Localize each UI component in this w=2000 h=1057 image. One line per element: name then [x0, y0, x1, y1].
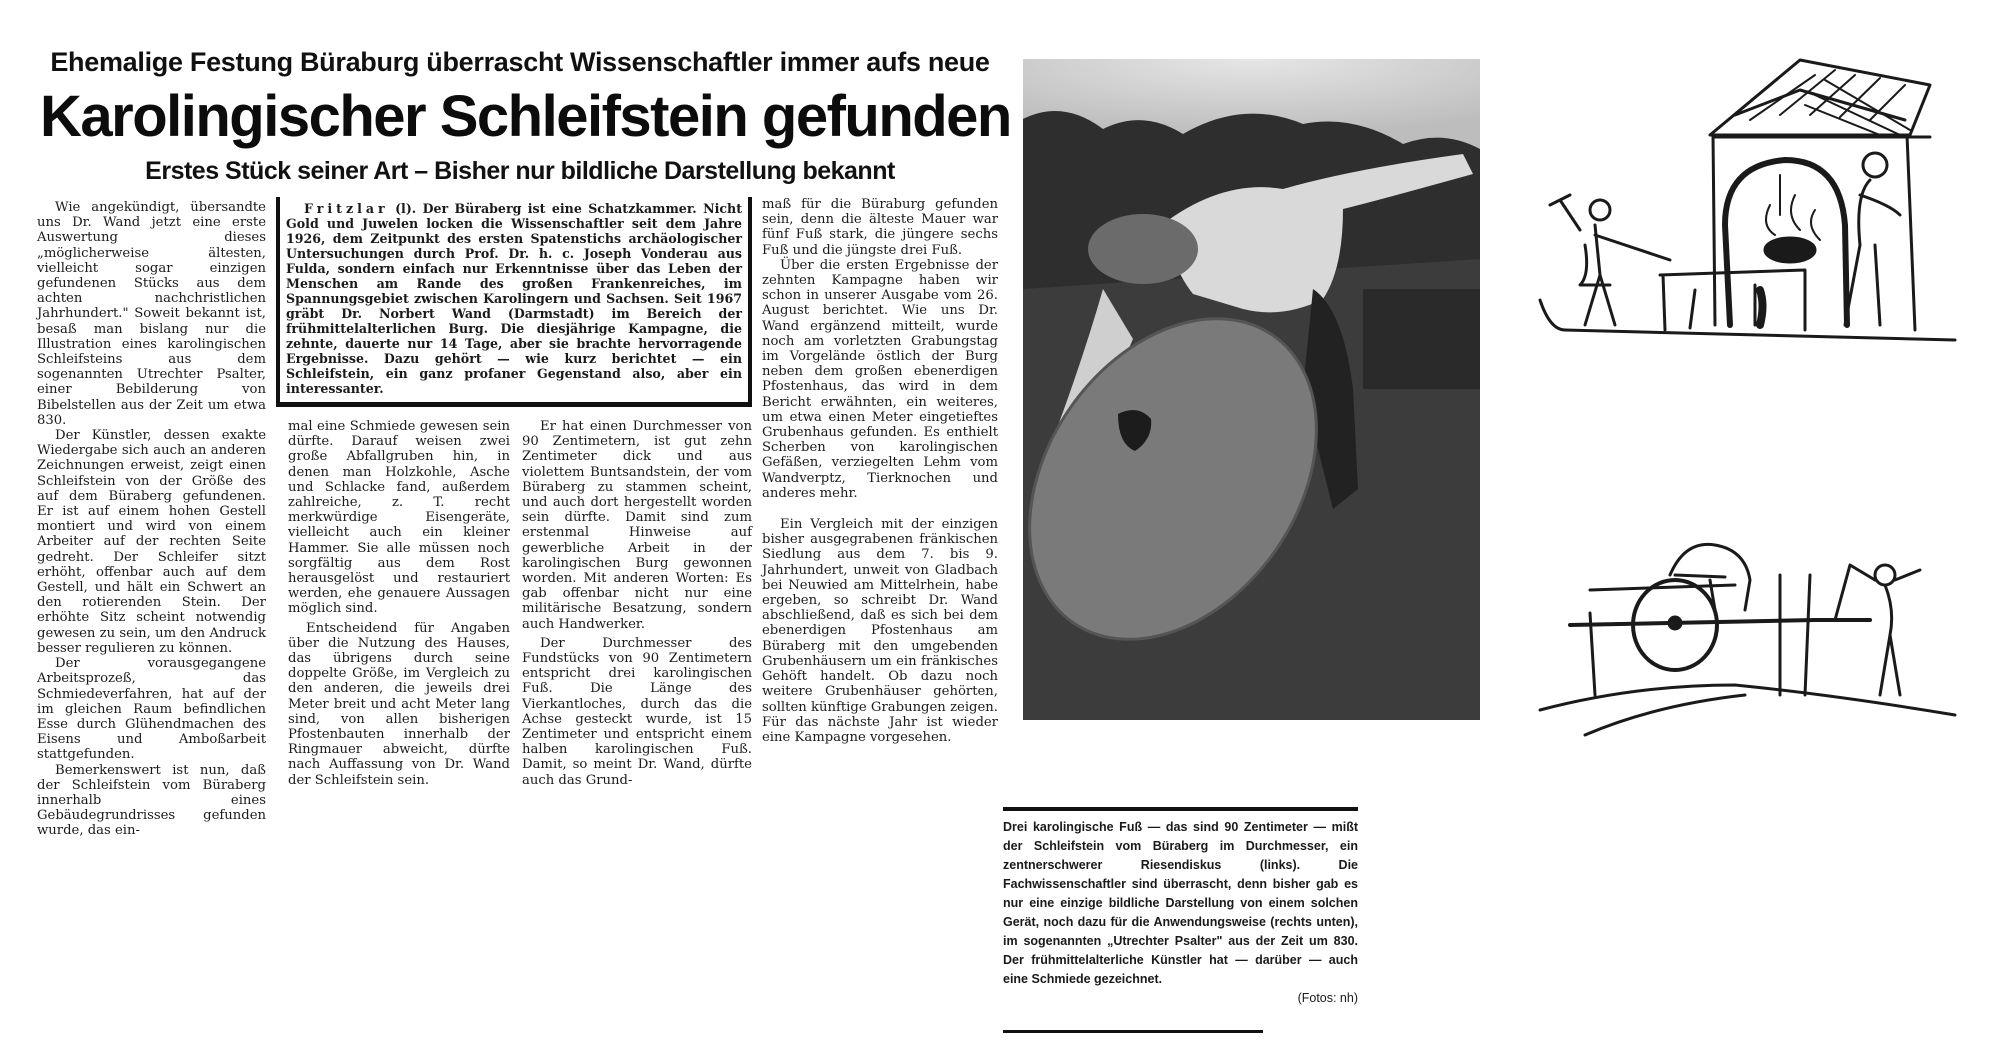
flames	[1766, 175, 1820, 240]
helper-figure	[1845, 180, 1900, 325]
smithy-ground	[1540, 300, 1955, 340]
paragraph: Bemerkenswert ist nun, daß der Schleifstein vom Büraberg innerhalb eines Gebäudegrundrisses gefunden wurde, das ein-	[37, 762, 266, 839]
text-column-3	[522, 419, 752, 788]
fire	[1765, 238, 1815, 262]
smith-head	[1590, 200, 1610, 220]
turner-head	[1875, 565, 1895, 585]
photo-image	[1023, 59, 1480, 720]
paragraph: maß für die Büraburg gefunden sein, denn die älteste Mauer war fünf Fuß stark, die jüngere sechs Fuß und die jüngste drei Fuß.	[762, 197, 998, 258]
caption-top-rule	[1003, 807, 1358, 811]
photo-credit: (Fotos: nh)	[1297, 991, 1358, 1005]
paragraph: Ein Vergleich mit der einzigen bisher ausgegrabenen fränkischen Siedlung aus dem 7. bis 9. Jahrhundert, unweit von Gladbach bei Neuwied am Mittelrhein, habe ergeben, so schreibt Dr. Wand abschließend, daß es sich bei dem ebenerdigen Pfostenhaus am Büraberg mit den umgebenden Grubenhäusern um ein fränkisches Gehöft handelt. Ob dazu noch weitere Grubenhäuser gehörten, sollten künftige Grabungen zeigen. Für das nächste Jahr ist wieder eine Kampagne vorgesehen.	[762, 517, 998, 745]
grindstone-photo	[1023, 59, 1480, 720]
turner-figure	[1835, 565, 1920, 695]
paragraph: Über die ersten Ergebnisse der zehnten Kampagne haben wir schon in unserer Ausgabe vom 26. August berichtet. Wie uns Dr. Wand ergänzend mitteilt, wurde noch am vorletzten Grabungstag im Vorgelände östlich der Burg neben dem großen ebenerdigen Pfostenhaus, das wird in dem Bericht erwähnten, ein weiteres, um etwa einen Meter eingetieftes Grubenhaus gefunden. Es enthielt Scherben von karolingischen Gefäßen, verziegelten Lehm vom Wandverptz, Tierknochen und anderes mehr.	[762, 257, 998, 501]
photo-caption	[1003, 818, 1358, 1008]
paragraph: Er hat einen Durchmesser von 90 Zentimetern, ist gut zehn Zentimeter dick und aus violettem Buntsandstein, der vom Büraberg zu stammen scheint, und auch dort hergestellt worden sein dürfte. Damit sind zum erstenmal Hinweise auf gewerbliche Arbeit in der karolingischen Burg gewonnen worden. Mit anderen Worten: Es gab offenbar nicht nur eine militärische Besatzung, sondern auch Handwerker.	[522, 419, 752, 632]
helper-head	[1863, 153, 1887, 177]
posts	[1590, 575, 1810, 695]
text-column-1	[37, 200, 266, 839]
psalter-drawings	[1535, 45, 1995, 975]
article-headline: Karolingischer Schleifstein gefunden	[40, 84, 1011, 149]
smithy-drawing	[1540, 60, 1955, 340]
grindstone-ground	[1540, 685, 1955, 735]
lead-text: (l). Der Büraberg ist eine Schatzkammer. Nicht Gold und Juwelen locken die Wissenschaftler seit dem Jahre 1926, dem Zeitpunkt des ersten Spatenstichs archäologischer Untersuchungen durch Prof. Dr. h. c. Joseph Vonderau aus Fulda, sondern einfach nur Erkenntnisse über das Leben der Menschen am Rande des großen Frankenreiches, im Spannungsgebiet zwischen Karolingern und Sachsen. Seit 1967 gräbt Dr. Norbert Wand (Darmstadt) im Bereich der frühmittelalterlichen Burg. Die diesjährige Kampagne, die zehnte, dauerte nur 14 Tage, aber sie brachte hervorragende Ergebnisse. Dazu gehört — wie kurz berichtet — ein Schleifstein, ein ganz profaner Gegenstand also, aber ein interessanter.	[286, 201, 743, 396]
sword	[1590, 585, 1735, 590]
grindstone-drawing	[1540, 544, 1955, 735]
article-subhead: Erstes Stück seiner Art – Bisher nur bildliche Darstellung bekannt	[145, 157, 895, 185]
middle-block	[276, 197, 752, 788]
paragraph: Der Künstler, dessen exakte Wiedergabe sich auch an anderen Zeichnungen erweist, zeigt einen Schleifstein von der Größe des auf dem Büraberg gefundenen. Er ist auf einem hohen Gestell montiert und wird von einem Arbeiter auf der rechten Seite gedreht. Der Schleifer sitzt erhöht, offenbar auch auf dem Gestell, und hält ein Schwert an den rotierenden Stein. Der erhöhte Sitz scheint notwendig gewesen zu sein, um den Andruck besser regulieren zu können.	[37, 428, 266, 656]
paragraph: mal eine Schmiede gewesen sein dürfte. Darauf weisen zwei große Abfallgruben hin, in denen man Holzkohle, Asche und Schlacke fand, außerdem zahlreiche, z. T. recht merkwürdige Eisengeräte, vielleicht auch ein kleiner Hammer. Sie alle müssen noch sorgfältig aus dem Rost herausgelöst und restauriert werden, ehe genauere Aussagen möglich sind.	[288, 419, 510, 617]
walls	[1713, 135, 1930, 330]
beam	[1570, 620, 1870, 625]
caption-text: Drei karolingische Fuß — das sind 90 Zentimeter — mißt der Schleifstein vom Büraberg im Durchmesser, ein zentnerschwerer Riesendiskus (links). Die Fachwissenschaftler sind überrascht, denn bisher gab es nur eine einzige bildliche Darstellung von einem solchen Gerät, noch dazu für die Anwendungsweise (rechts unten), im sogenannten „Utrechter Psalter" aus der Zeit um 830. Der frühmittelalterliche Künstler hat — darüber — auch eine Schmiede gezeichnet.	[1003, 820, 1358, 986]
lead-paragraph	[286, 201, 742, 396]
paragraph: Entscheidend für Angaben über die Nutzung des Hauses, das übrigens durch seine doppelte Größe, im Vergleich zu den anderen, die jeweils drei Meter breit und acht Meter lang sind, von allen bisherigen Pfostenbauten innerhalb der Ringmauer abweicht, dürfte nach Auffassung von Dr. Wand der Schleifstein sein.	[288, 620, 510, 788]
article-kicker: Ehemalige Festung Büraburg überrascht Wissenschaftler immer aufs neue	[50, 47, 990, 77]
text-column-4	[762, 197, 998, 745]
trench	[1363, 289, 1480, 389]
paragraph: Wie angekündigt, übersandte uns Dr. Wand jetzt eine erste Auswertung dieses „möglicherweise ältesten, vielleicht sogar einzigen gefundenen Stücks aus dem achten nachchristlichen Jahrhundert." Soweit bekannt ist, besaß man bislang nur die Illustration eines karolingischen Schleifsteins aus dem sogenannten Utrechter Psalter, einer Bebilderung von Bibelstellen aus der Zeit um etwa 830.	[37, 200, 266, 428]
dateline: Fritzlar	[304, 201, 389, 216]
caption-bottom-rule	[1003, 1030, 1263, 1033]
axle	[1669, 617, 1681, 629]
head	[1088, 214, 1198, 284]
paragraph: Der Durchmesser des Fundstücks von 90 Zentimetern entspricht drei karolingischen Fuß. Die Länge des Vierkantloches, durch das die Achse gesteckt wurde, ist 15 Zentimeter und entspricht einem halben karolingischen Fuß. Damit, so meint Dr. Wand, dürfte auch das Grund-	[522, 635, 752, 788]
middle-columns	[276, 419, 752, 788]
paragraph: Der vorausgegangene Arbeitsprozeß, das Schmiedeverfahren, hat auf der im gleichen Raum befindlichen Esse durch Glühendmachen des Eisens und Amboßarbeit stattgefunden.	[37, 656, 266, 763]
text-column-2	[288, 419, 510, 788]
lead-box	[276, 197, 752, 407]
